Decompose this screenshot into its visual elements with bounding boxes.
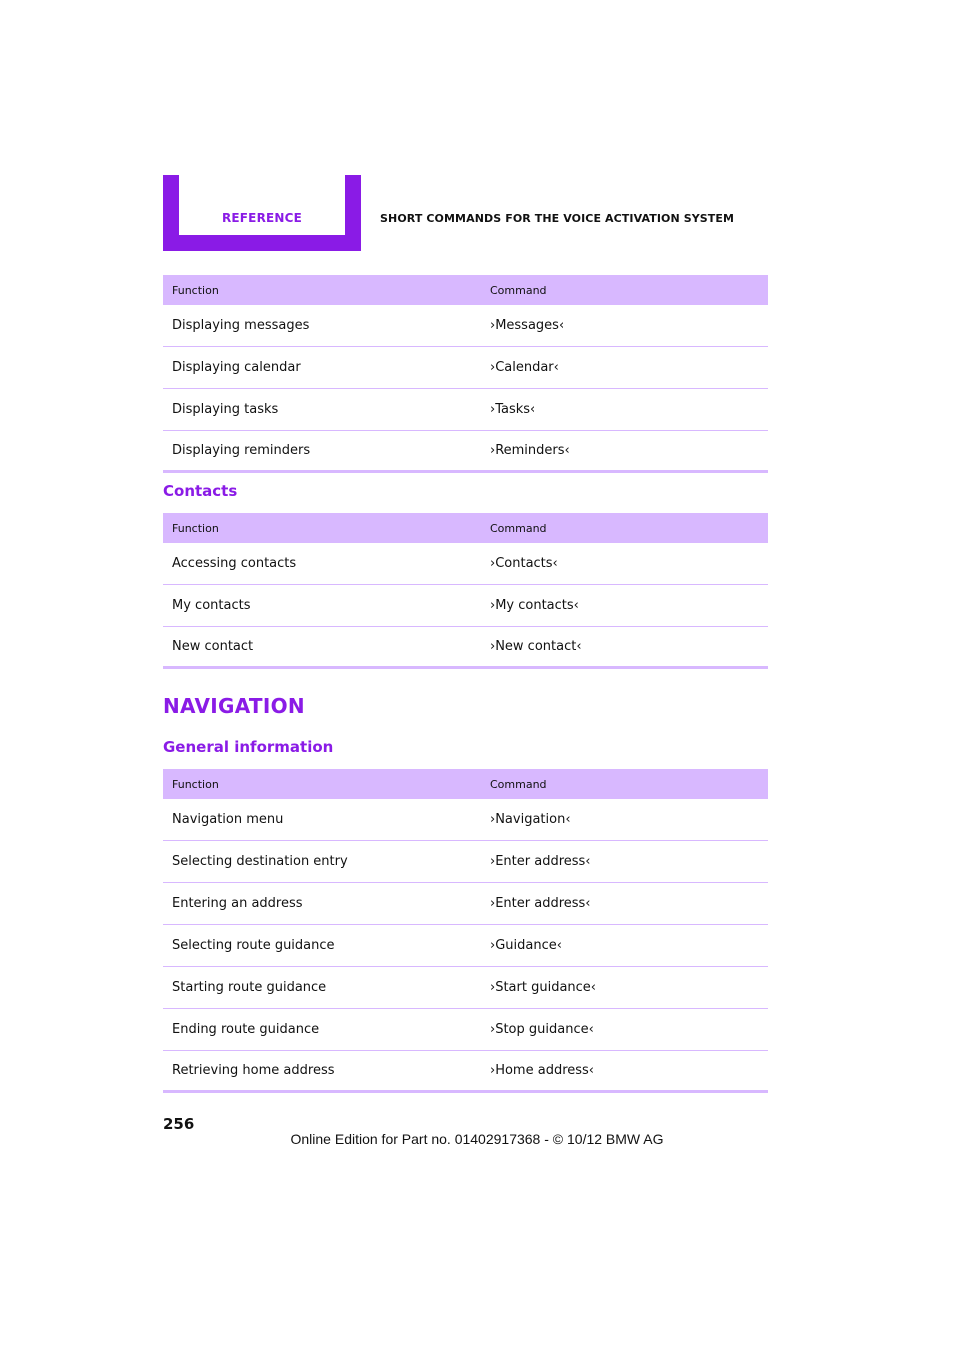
command-cell: ›Calendar‹	[485, 347, 768, 389]
command-cell: ›Reminders‹	[485, 431, 768, 472]
command-cell: ›Contacts‹	[485, 543, 768, 585]
table-row	[163, 431, 768, 472]
table-row	[163, 967, 768, 1009]
command-cell: ›Messages‹	[485, 305, 768, 347]
table-row	[163, 925, 768, 967]
table-row	[163, 1051, 768, 1092]
messages-command-table	[163, 275, 768, 473]
table-row	[163, 1009, 768, 1051]
table-header-row	[163, 513, 768, 543]
command-cell: ›Tasks‹	[485, 389, 768, 431]
function-cell: Accessing contacts	[163, 543, 485, 585]
column-header-function: Function	[163, 769, 485, 799]
function-cell: Displaying reminders	[163, 431, 485, 472]
command-cell: ›Guidance‹	[485, 925, 768, 967]
function-cell: Selecting destination entry	[163, 841, 485, 883]
function-cell: Entering an address	[163, 883, 485, 925]
function-cell: New contact	[163, 627, 485, 668]
function-cell: Navigation menu	[163, 799, 485, 841]
table-row	[163, 627, 768, 668]
chapter-tab-label: REFERENCE	[221, 211, 303, 225]
command-cell: ›Home address‹	[485, 1051, 768, 1092]
table-row	[163, 799, 768, 841]
column-header-function: Function	[163, 513, 485, 543]
navigation-command-table	[163, 769, 768, 1093]
function-cell: Ending route guidance	[163, 1009, 485, 1051]
column-header-command: Command	[485, 275, 768, 305]
table-header-row	[163, 275, 768, 305]
general-information-heading: General information	[163, 738, 334, 756]
contacts-command-table	[163, 513, 768, 669]
function-cell: My contacts	[163, 585, 485, 627]
table-row	[163, 883, 768, 925]
edition-footer: Online Edition for Part no. 01402917368 - © 10/12 BMW AG	[290, 1131, 664, 1147]
page-number: 256	[163, 1115, 195, 1133]
table-row	[163, 389, 768, 431]
function-cell: Selecting route guidance	[163, 925, 485, 967]
command-cell: ›Stop guidance‹	[485, 1009, 768, 1051]
page-header-title: SHORT COMMANDS FOR THE VOICE ACTIVATION SYSTEM	[380, 212, 735, 225]
command-cell: ›Enter address‹	[485, 883, 768, 925]
chapter-tab-inner	[179, 175, 345, 235]
table-header-row	[163, 769, 768, 799]
function-cell: Displaying calendar	[163, 347, 485, 389]
contacts-heading: Contacts	[163, 482, 238, 500]
column-header-command: Command	[485, 769, 768, 799]
function-cell: Displaying messages	[163, 305, 485, 347]
command-cell: ›Enter address‹	[485, 841, 768, 883]
table-row	[163, 841, 768, 883]
table-row	[163, 585, 768, 627]
table-row	[163, 543, 768, 585]
column-header-command: Command	[485, 513, 768, 543]
function-cell: Starting route guidance	[163, 967, 485, 1009]
function-cell: Retrieving home address	[163, 1051, 485, 1092]
command-cell: ›New contact‹	[485, 627, 768, 668]
table-row	[163, 305, 768, 347]
command-cell: ›Navigation‹	[485, 799, 768, 841]
command-cell: ›Start guidance‹	[485, 967, 768, 1009]
table-row	[163, 347, 768, 389]
function-cell: Displaying tasks	[163, 389, 485, 431]
command-cell: ›My contacts‹	[485, 585, 768, 627]
column-header-function: Function	[163, 275, 485, 305]
navigation-section-heading: NAVIGATION	[163, 694, 305, 718]
